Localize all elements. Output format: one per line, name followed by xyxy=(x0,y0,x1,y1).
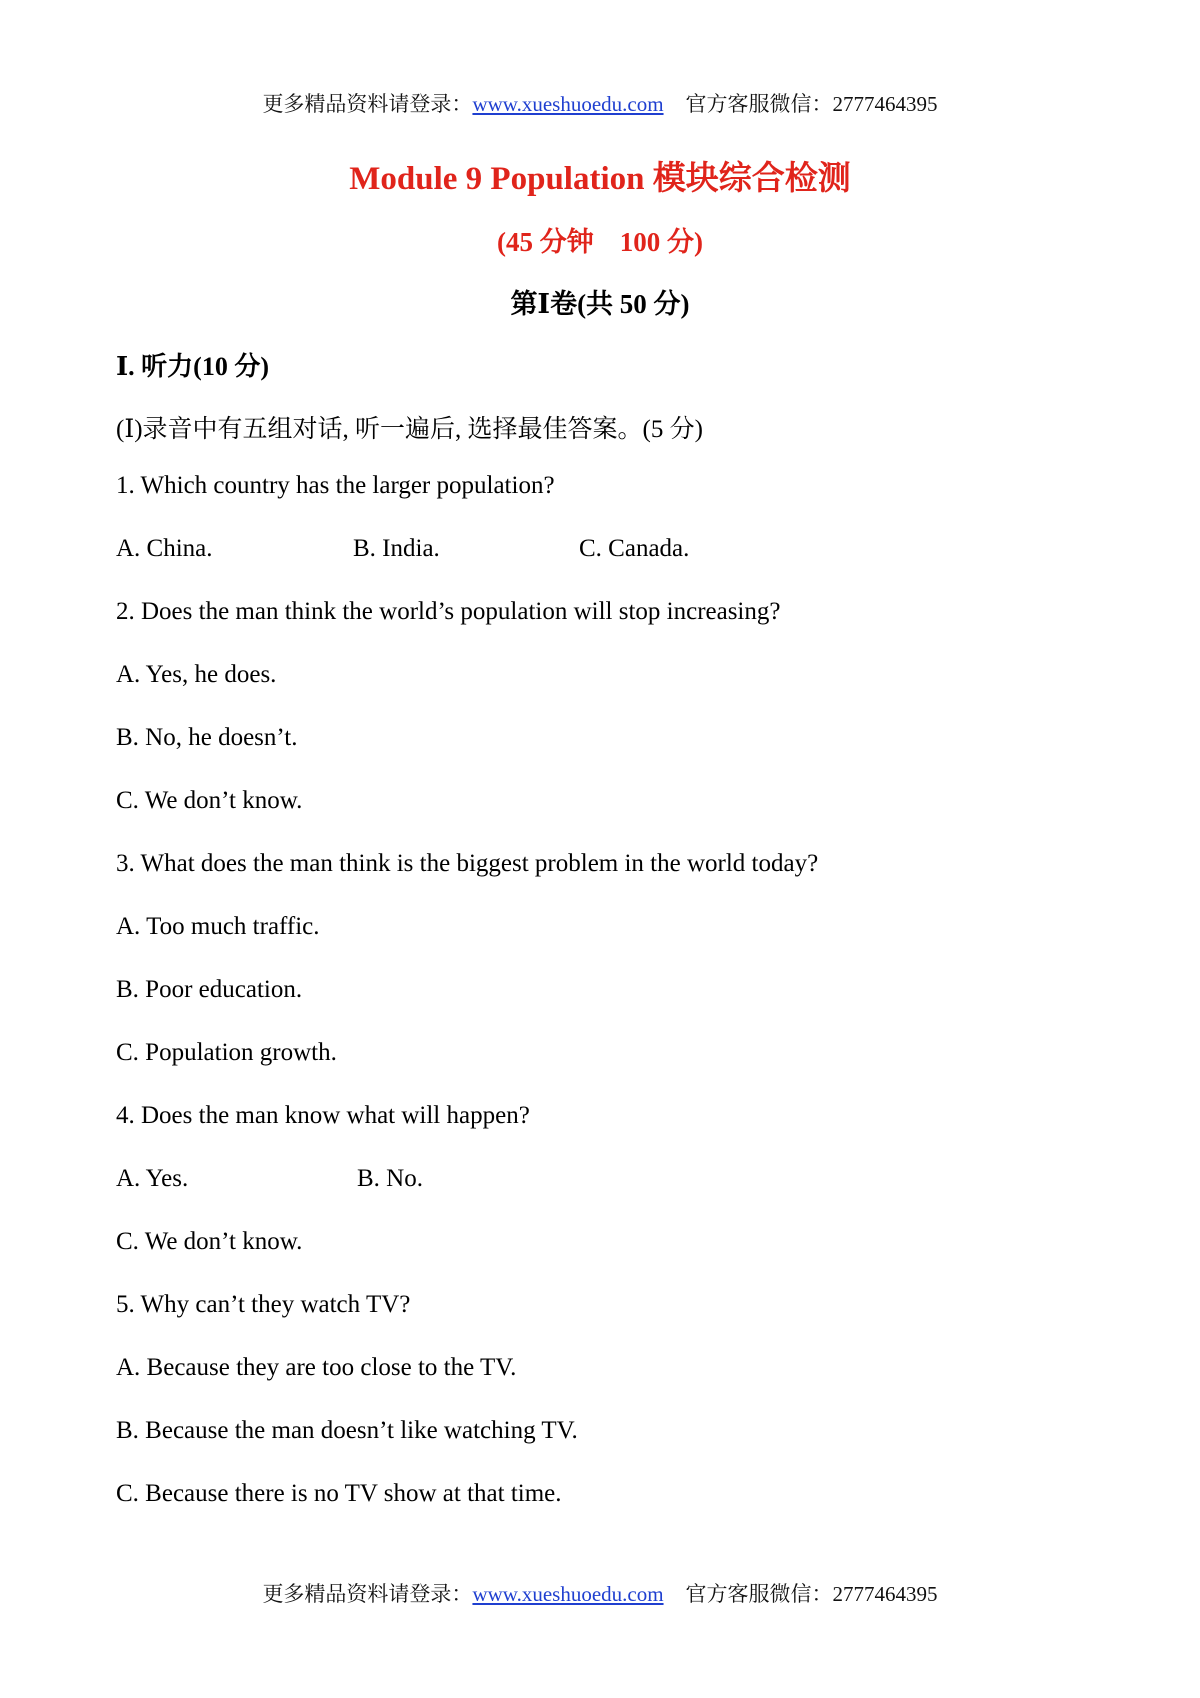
question-4: 4. Does the man know what will happen? xyxy=(116,1102,530,1129)
option-2a: A. Yes, he does. xyxy=(116,661,277,688)
section-instruction: (Ⅰ)录音中有五组对话, 听一遍后, 选择最佳答案。(5 分) xyxy=(116,416,703,443)
option-5c: C. Because there is no TV show at that time. xyxy=(116,1480,562,1507)
time-score xyxy=(0,220,1200,259)
option-4b: B. No. xyxy=(357,1165,423,1192)
volume-heading: 第Ⅰ卷(共 50 分) xyxy=(510,289,690,319)
option-2c: C. We don’t know. xyxy=(116,787,303,814)
option-3a: A. Too much traffic. xyxy=(116,913,320,940)
option-4a: A. Yes. xyxy=(116,1165,189,1192)
option-3c: C. Population growth. xyxy=(116,1039,337,1066)
footer-prefix: 更多精品资料请登录： xyxy=(262,1582,473,1606)
time-limit: (45 分钟 xyxy=(497,227,594,257)
document-title: Module 9 Population 模块综合检测 xyxy=(349,161,851,197)
option-5b: B. Because the man doesn’t like watching TV. xyxy=(116,1417,578,1444)
section-heading: Ⅰ. 听力(10 分) xyxy=(116,352,269,381)
header-service: 官方客服微信：2777464395 xyxy=(685,92,938,116)
question-1: 1. Which country has the larger population? xyxy=(116,472,555,499)
footer-service: 官方客服微信：2777464395 xyxy=(685,1582,938,1606)
page-header xyxy=(0,88,1200,118)
footer-link[interactable]: www.xueshuoedu.com xyxy=(472,1582,664,1606)
total-score: 100 分) xyxy=(619,227,703,257)
option-4c: C. We don’t know. xyxy=(116,1228,303,1255)
option-1b: B. India. xyxy=(353,535,440,562)
header-link[interactable]: www.xueshuoedu.com xyxy=(472,92,664,116)
question-3: 3. What does the man think is the biggest problem in the world today? xyxy=(116,850,819,877)
option-3b: B. Poor education. xyxy=(116,976,303,1003)
option-1c: C. Canada. xyxy=(579,535,690,562)
question-2: 2. Does the man think the world’s population will stop increasing? xyxy=(116,598,781,625)
header-prefix: 更多精品资料请登录： xyxy=(262,92,473,116)
question-5: 5. Why can’t they watch TV? xyxy=(116,1291,411,1318)
option-1a: A. China. xyxy=(116,535,213,562)
option-5a: A. Because they are too close to the TV. xyxy=(116,1354,517,1381)
option-2b: B. No, he doesn’t. xyxy=(116,724,298,751)
page-footer xyxy=(0,1578,1200,1608)
